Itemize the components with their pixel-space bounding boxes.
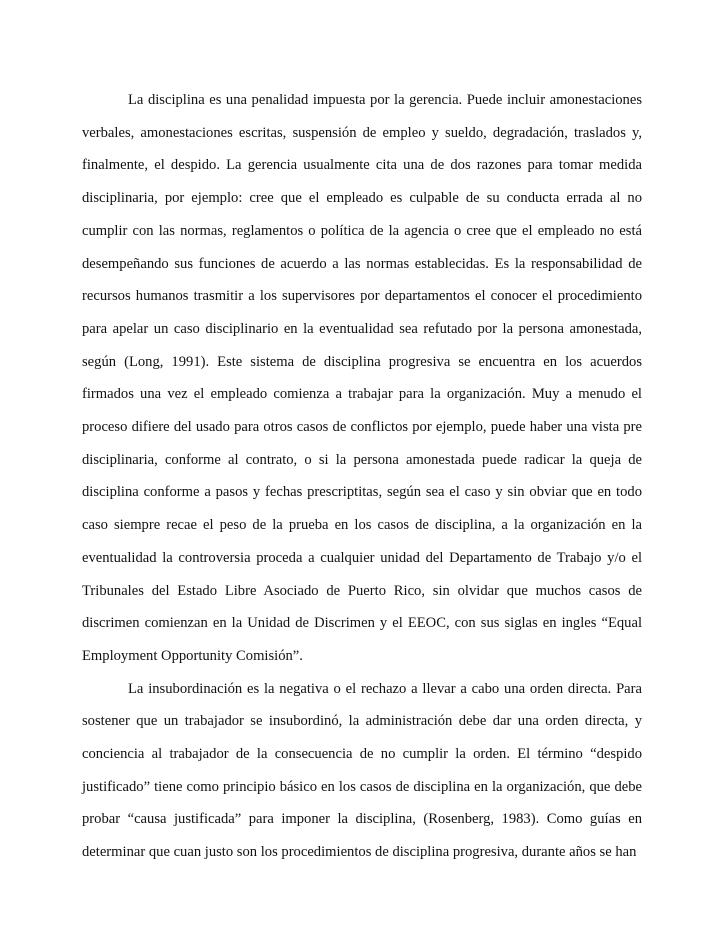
paragraph-insubordinacion: La insubordinación es la negativa o el rechazo a llevar a cabo una orden directa. Para sostener que un trabajador se insubordinó, la administración debe dar una orden directa, y conciencia al trabajador de la consecuencia de no cumplir la orden. El término “despido justificado” tiene como principio básico en los casos de disciplina en la organización, que debe probar “causa justificada” para imponer la disciplina, (Rosenberg, 1983). Como guías en determinar que cuan justo son los procedimientos de disciplina progresiva, durante años se han: [82, 680, 642, 861]
paragraph-disciplina: La disciplina es una penalidad impuesta por la gerencia. Puede incluir amonestaciones verbales, amonestaciones escritas, suspensión de empleo y sueldo, degradación, traslados y, finalmente, el despido. La gerencia usualmente cita una de dos razones para tomar medida disciplinaria, por ejemplo: cree que el empleado es culpable de su conducta errada al no cumplir con las normas, reglamentos o política de la agencia o cree que el empleado no está desempeñando sus funciones de acuerdo a las normas establecidas. Es la responsabilidad de recursos humanos trasmitir a los supervisores por departamentos el conocer el procedimiento para apelar un caso disciplinario en la eventualidad sea refutado por la persona amonestada, según (Long, 1991). Este sistema de disciplina progresiva se encuentra en los acuerdos firmados una vez el empleado comienza a trabajar para la organización. Muy a menudo el proceso difiere del usado para otros casos de conflictos por ejemplo, puede haber una vista pre disciplinaria, conforme al contrato, o si la persona amonestada puede radicar la queja de disciplina conforme a pasos y fechas prescriptitas, según sea el caso y sin obviar que en todo caso siempre recae el peso de la prueba en los casos de disciplina, a la organización en la eventualidad la controversia proceda a cualquier unidad del Departamento de Trabajo y/o el Tribunales del Estado Libre Asociado de Puerto Rico, sin olvidar que muchos casos de discrimen comienzan en la Unidad de Discrimen y el EEOC, con sus siglas en ingles “Equal Employment Opportunity Comisión”.: [82, 92, 642, 664]
document-body: [82, 84, 642, 869]
